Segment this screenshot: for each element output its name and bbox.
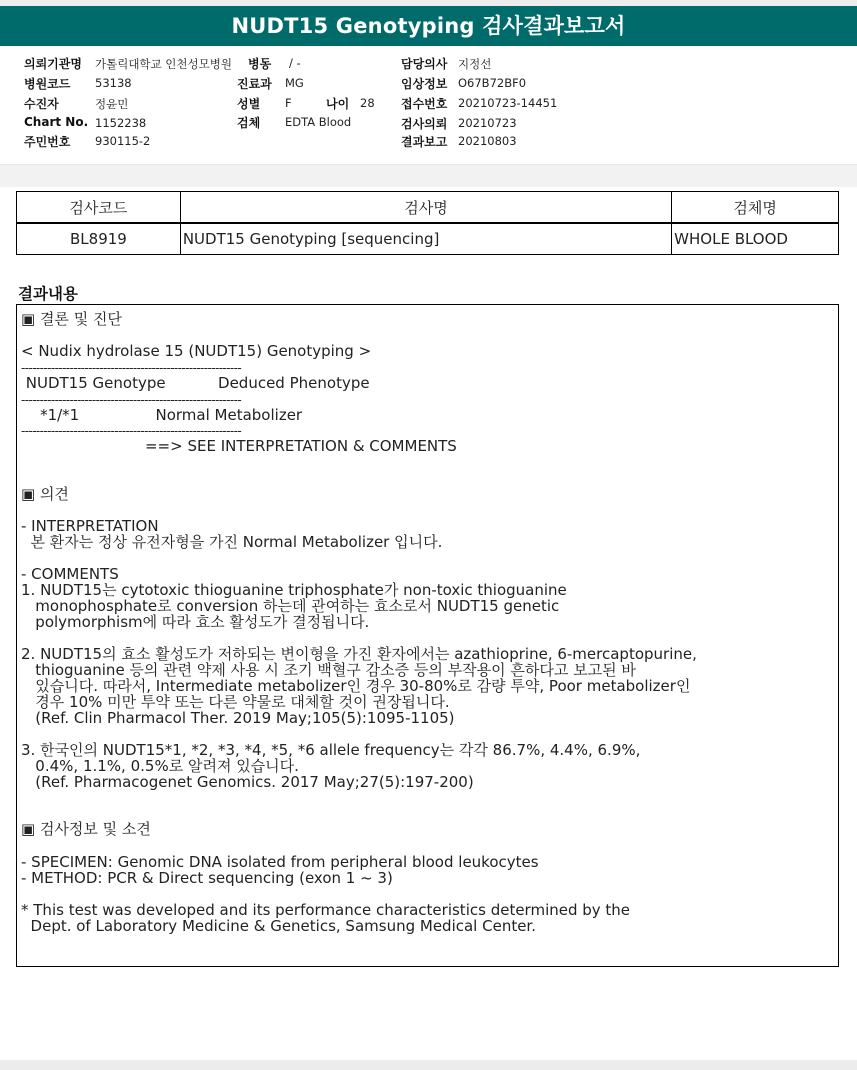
- results-box: [16, 304, 839, 967]
- comment-1-line-3: polymorphism에 따라 효소 활성도가 결정됩니다.: [21, 613, 370, 631]
- test-table-header: [17, 192, 839, 224]
- header-test-name: 검사명: [180, 192, 671, 224]
- interpretation-text: 본 환자는 정상 유전자형을 가진 Normal Metabolizer 입니다.: [21, 533, 443, 551]
- comment-3-line-1: 3. 한국인의 NUDT15*1, *2, *3, *4, *5, *6 allele frequency는 각각 86.7%, 4.4%, 6.9%,: [21, 741, 641, 759]
- bottom-border: [0, 1060, 857, 1070]
- age-value: 28: [360, 96, 375, 110]
- comment-3-line-2: 0.4%, 1.1%, 0.5%로 알려져 있습니다.: [21, 757, 299, 775]
- resident-no-value: 930115-2: [95, 134, 151, 148]
- disclaimer-line-2: Dept. of Laboratory Medicine & Genetics, Samsung Medical Center.: [21, 917, 536, 935]
- ward-label: 병동: [248, 57, 272, 71]
- hospital-code-label: 병원코드: [24, 77, 71, 91]
- request-date-value: 20210723: [458, 116, 517, 130]
- cell-test-name: NUDT15 Genotyping [sequencing]: [180, 223, 671, 255]
- interpretation-label: - INTERPRETATION: [21, 517, 159, 535]
- comment-2-line-4: 경우 10% 미만 투약 또는 다른 약물로 대체할 것이 권장됩니다.: [21, 693, 450, 711]
- department-value: MG: [285, 76, 304, 90]
- report-date-value: 20210803: [458, 134, 517, 148]
- heading-conclusion: ▣ 결론 및 진단: [21, 310, 122, 328]
- chart-no-value: 1152238: [95, 116, 147, 130]
- disclaimer-line-1: * This test was developed and its performance characteristics determined by the: [21, 901, 631, 919]
- specimen-info: - SPECIMEN: Genomic DNA isolated from peripheral blood leukocytes: [21, 853, 539, 871]
- separator-bar: [0, 165, 857, 187]
- comment-1-line-1: 1. NUDT15는 cytotoxic thioguanine triphosphate가 non-toxic thioguanine: [21, 581, 567, 599]
- header-specimen-name: 검체명: [672, 192, 839, 224]
- request-date-label: 검사의뢰: [401, 117, 448, 131]
- physician-value: 지정선: [458, 57, 492, 71]
- divider-line: -----------------------------------------------------------: [21, 393, 242, 407]
- chart-no-label: Chart No.: [24, 115, 89, 129]
- comment-2-line-1: 2. NUDT15의 효소 활성도가 저하되는 변이형을 가진 환자에서는 azathioprine, 6-mercaptopurine,: [21, 645, 697, 663]
- divider-line: -----------------------------------------------------------: [21, 424, 242, 438]
- genotyping-title: < Nudix hydrolase 15 (NUDT15) Genotyping >: [21, 342, 372, 360]
- comment-2-reference: (Ref. Clin Pharmacol Ther. 2019 May;105(5):1095-1105): [21, 709, 455, 727]
- cell-specimen-name: WHOLE BLOOD: [672, 223, 839, 255]
- hospital-code-value: 53138: [95, 76, 132, 90]
- genotype-column-headers: NUDT15 Genotype Deduced Phenotype: [21, 374, 370, 392]
- specimen-label: 검체: [237, 116, 261, 130]
- comment-1-line-2: monophosphate로 conversion 하는데 관여하는 효소로서 NUDT15 genetic: [21, 597, 560, 615]
- institution-label: 의뢰기관명: [24, 57, 82, 71]
- results-section-title: 결과내용: [18, 285, 78, 303]
- comment-2-line-2: thioguanine 등의 관련 약제 사용 시 조기 백혈구 감소증 등의 부작용이 흔하다고 보고된 바: [21, 661, 636, 679]
- ward-value: / -: [289, 56, 301, 70]
- header-test-code: 검사코드: [17, 192, 181, 224]
- clinical-info-label: 임상정보: [401, 77, 448, 91]
- patient-name-label: 수진자: [24, 97, 59, 111]
- report-title: NUDT15 Genotyping 검사결과보고서: [0, 6, 857, 46]
- genotype-result: *1/*1 Normal Metabolizer: [21, 406, 303, 424]
- see-interpretation: ==> SEE INTERPRETATION & COMMENTS: [21, 437, 457, 455]
- institution-value: 가톨릭대학교 인천성모병원: [95, 57, 232, 71]
- department-label: 진료과: [237, 77, 272, 91]
- heading-test-info: ▣ 검사정보 및 소견: [21, 820, 151, 838]
- receipt-no-value: 20210723-14451: [458, 96, 558, 110]
- comment-3-reference: (Ref. Pharmacogenet Genomics. 2017 May;27(5):197-200): [21, 773, 474, 791]
- receipt-no-label: 접수번호: [401, 97, 448, 111]
- comments-label: - COMMENTS: [21, 565, 119, 583]
- physician-label: 담당의사: [401, 57, 448, 71]
- method-info: - METHOD: PCR & Direct sequencing (exon 1 ~ 3): [21, 869, 393, 887]
- clinical-info-value: O67B72BF0: [458, 76, 527, 90]
- table-row: [17, 223, 839, 255]
- sex-value: F: [285, 96, 292, 110]
- sex-label: 성별: [237, 97, 261, 111]
- heading-opinion: ▣ 의견: [21, 485, 69, 503]
- resident-no-label: 주민번호: [24, 135, 71, 149]
- patient-info-header: [0, 46, 857, 165]
- patient-name-value: 정윤민: [95, 97, 129, 111]
- cell-test-code: BL8919: [17, 223, 181, 255]
- comment-2-line-3: 있습니다. 따라서, Intermediate metabolizer인 경우 30-80%로 감량 투약, Poor metabolizer인: [21, 677, 691, 695]
- age-label: 나이: [326, 97, 350, 111]
- report-date-label: 결과보고: [401, 135, 448, 149]
- test-table: [16, 191, 839, 255]
- divider-line: -----------------------------------------------------------: [21, 361, 242, 375]
- specimen-value: EDTA Blood: [285, 115, 352, 129]
